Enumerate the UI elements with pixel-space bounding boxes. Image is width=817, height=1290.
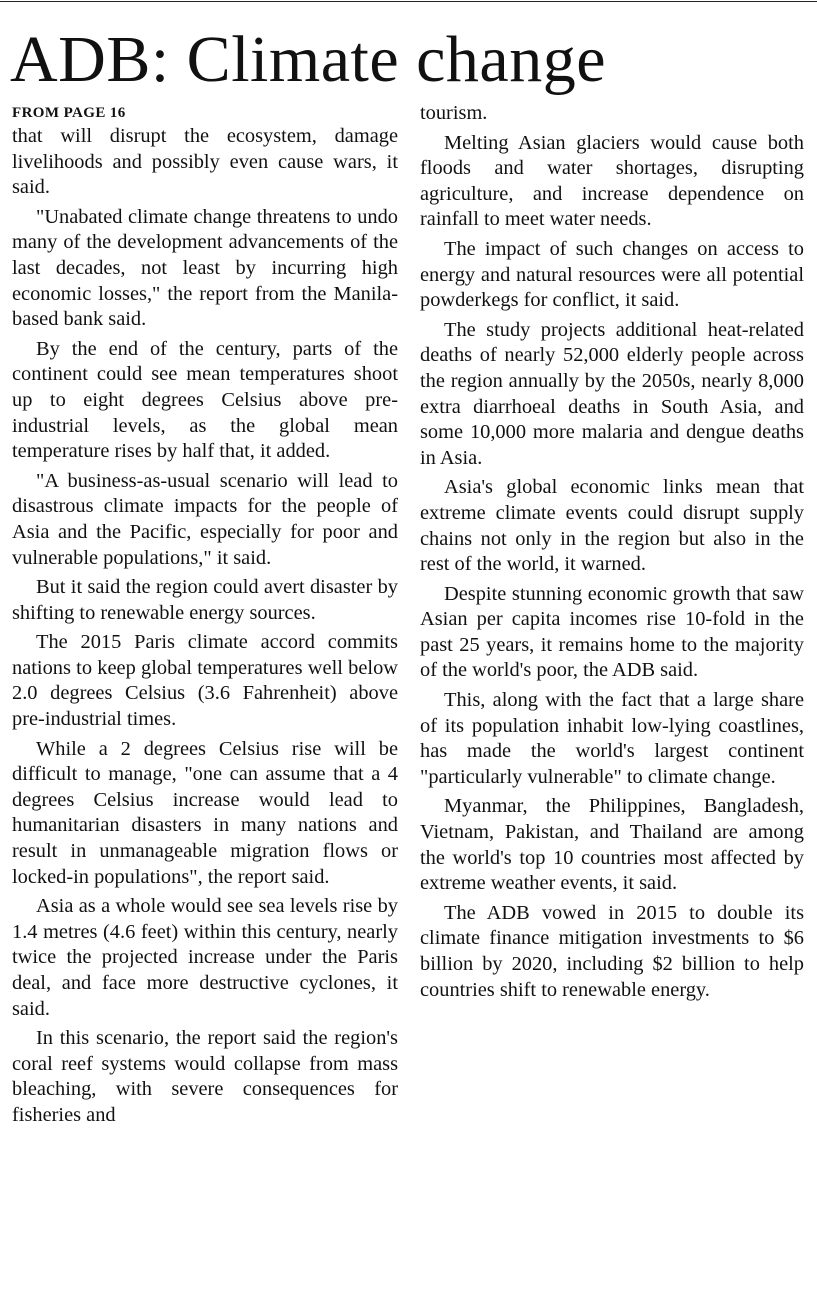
headline: ADB: Climate change	[10, 23, 607, 96]
paragraph: Asia as a whole would see sea levels rise by 1.4 metres (4.6 feet) within this century, nearly twice the projected increase under the Paris deal, and face more destructive cyclones, it said.	[12, 895, 398, 1020]
paragraph: Melting Asian glaciers would cause both floods and water shortages, disrupting agriculture, and increase dependence on rainfall to meet water needs.	[420, 131, 804, 231]
paragraph: By the end of the century, parts of the continent could see mean temperatures shoot up to eight degrees Celsius above pre-industrial levels, as the global mean temperature rises by half that, it added.	[12, 337, 398, 463]
paragraph: The study projects additional heat-related deaths of nearly 52,000 elderly people across the region annually by the 2050s, nearly 8,000 extra diarrhoeal deaths in South Asia, and some 10,000 more malaria and dengue deaths in Asia.	[420, 318, 804, 469]
paragraph: Myanmar, the Philippines, Bangladesh, Vietnam, Pakistan, and Thailand are among the world's top 10 countries most affected by extreme weather events, it said.	[420, 795, 804, 895]
paragraph: In this scenario, the report said the region's coral reef systems would collapse from mass bleaching, with severe consequences for fisheries and	[12, 1027, 398, 1126]
left-column	[12, 124, 398, 1129]
right-column	[420, 101, 804, 1003]
paragraph: But it said the region could avert disaster by shifting to renewable energy sources.	[12, 576, 398, 624]
paragraph: This, along with the fact that a large share of its population inhabit low-lying coastlines, has made the world's largest continent "particularly vulnerable" to climate change.	[420, 689, 804, 788]
paragraph: Despite stunning economic growth that saw Asian per capita incomes rise 10-fold in the past 25 years, it remains home to the majority of the world's poor, the ADB said.	[420, 582, 804, 682]
paragraph: "Unabated climate change threatens to undo many of the development advancements of the last decades, not least by incurring high economic losses," the report from the Manila-based bank said.	[12, 205, 398, 331]
jump-line: FROM PAGE 16	[12, 105, 126, 121]
paragraph: The impact of such changes on access to energy and natural resources were all potential powderkegs for conflict, it said.	[420, 237, 804, 312]
paragraph: The ADB vowed in 2015 to double its climate finance mitigation investments to $6 billion by 2020, including $2 billion to help countries shift to renewable energy.	[420, 901, 804, 1001]
paragraph: Asia's global economic links mean that extreme climate events could disrupt supply chains not only in the region but also in the rest of the world, it warned.	[420, 476, 804, 576]
paragraph: "A business-as-usual scenario will lead to disastrous climate impacts for the people of Asia and the Pacific, especially for poor and vulnerable populations," it said.	[12, 469, 398, 569]
top-rule	[0, 1, 817, 2]
paragraph: The 2015 Paris climate accord commits nations to keep global temperatures well below 2.0 degrees Celsius (3.6 Fahrenheit) above pre-industrial times.	[12, 631, 398, 731]
paragraph: While a 2 degrees Celsius rise will be difficult to manage, "one can assume that a 4 degrees Celsius increase would lead to humanitarian disasters in many nations and result in unmanageable migration flows or locked-in populations", the report said.	[12, 737, 398, 888]
paragraph: that will disrupt the ecosystem, damage livelihoods and possibly even cause wars, it said.	[12, 125, 398, 199]
paragraph: tourism.	[420, 102, 488, 124]
